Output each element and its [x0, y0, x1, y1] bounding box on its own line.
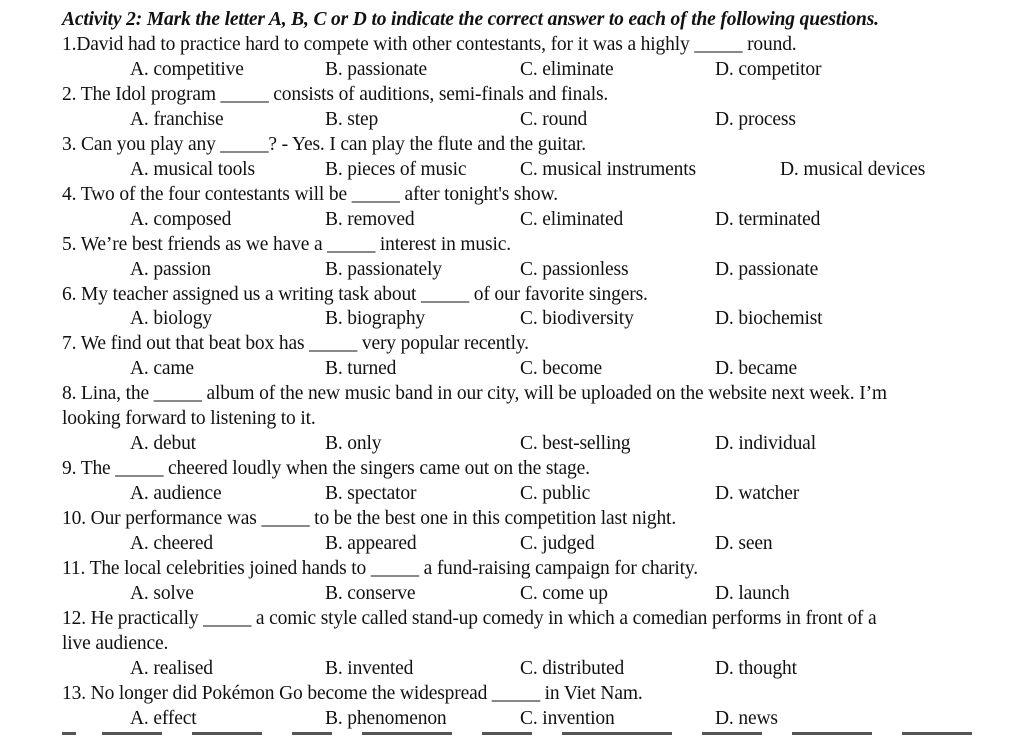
question-8-option-d: D. individual	[715, 433, 816, 455]
question-10-option-c: C. judged	[520, 533, 595, 554]
question-9-option-b: B. spectator	[325, 483, 417, 505]
question-4-option-a: A. composed	[130, 208, 232, 230]
question-5-option-d: D. passionate	[715, 258, 819, 280]
question-2-text: 2. The Idol program _____ consists of auditions, semi-finals and finals.	[62, 83, 609, 105]
question-6-option-d: D. biochemist	[715, 308, 823, 330]
question-13-option-a: A. effect	[130, 707, 197, 729]
question-3-text: 3. Can you play any _____? - Yes. I can play the flute and the guitar.	[62, 133, 587, 155]
question-12-option-d: D. thought	[715, 657, 797, 679]
activity-title: Activity 2: Mark the letter A, B, C or D to indicate the correct answer to each of the following questions.	[62, 9, 879, 30]
question-6-option-a: A. biology	[130, 308, 212, 330]
question-11-option-a: A. solve	[130, 582, 194, 604]
question-2-option-b: B. step	[325, 108, 379, 130]
question-10-option-d: D. seen	[715, 533, 773, 554]
question-12-option-b: B. invented	[325, 657, 414, 679]
question-11-option-b: B. conserve	[325, 582, 416, 604]
question-4-text: 4. Two of the four contestants will be _____ after tonight's show.	[62, 183, 558, 205]
question-12-text-cont: live audience.	[62, 632, 169, 654]
question-12-option-c: C. distributed	[520, 657, 625, 679]
question-2-option-d: D. process	[715, 108, 796, 130]
question-4-option-d: D. terminated	[715, 208, 821, 230]
question-5-option-a: A. passion	[130, 258, 211, 280]
question-6-option-b: B. biography	[325, 308, 426, 330]
question-11-option-d: D. launch	[715, 582, 790, 604]
question-3-option-c: C. musical instruments	[520, 158, 696, 180]
cut-off-next-line	[62, 728, 992, 737]
question-8-text: 8. Lina, the _____ album of the new music band in our city, will be uploaded on the website next week. I’m	[62, 383, 887, 405]
question-9-option-d: D. watcher	[715, 483, 800, 505]
question-13-option-d: D. news	[715, 707, 778, 729]
question-2-option-c: C. round	[520, 108, 588, 130]
question-5-option-c: C. passionless	[520, 258, 629, 280]
question-11-text: 11. The local celebrities joined hands to _____ a fund-raising campaign for charity.	[62, 557, 698, 579]
question-1-option-d: D. competitor	[715, 58, 822, 80]
question-6-text: 6. My teacher assigned us a writing task about _____ of our favorite singers.	[62, 283, 648, 305]
question-7-option-c: C. become	[520, 358, 603, 380]
question-13-option-c: C. invention	[520, 707, 615, 729]
question-7-text: 7. We find out that beat box has _____ very popular recently.	[62, 333, 529, 355]
question-13-text: 13. No longer did Pokémon Go become the widespread _____ in Viet Nam.	[62, 682, 643, 704]
question-12-text: 12. He practically _____ a comic style called stand-up comedy in which a comedian performs in front of a	[62, 607, 877, 629]
question-5-text: 5. We’re best friends as we have a _____ interest in music.	[62, 233, 511, 255]
question-9-text: 9. The _____ cheered loudly when the singers came out on the stage.	[62, 458, 590, 480]
question-9-option-c: C. public	[520, 483, 591, 505]
question-10-option-a: A. cheered	[130, 533, 213, 554]
question-7-option-d: D. became	[715, 358, 798, 380]
question-1-option-c: C. eliminate	[520, 58, 614, 80]
question-3-option-d: D. musical devices	[780, 158, 926, 180]
question-8-option-c: C. best-selling	[520, 433, 631, 455]
question-13-option-b: B. phenomenon	[325, 707, 447, 729]
question-10-option-b: B. appeared	[325, 533, 417, 554]
question-1-option-a: A. competitive	[130, 58, 244, 80]
question-1-text: 1.David had to practice hard to compete with other contestants, for it was a highly _____ round.	[62, 34, 797, 55]
question-6-option-c: C. biodiversity	[520, 308, 634, 330]
question-5-option-b: B. passionately	[325, 258, 442, 280]
question-8-option-a: A. debut	[130, 433, 196, 455]
question-12-option-a: A. realised	[130, 657, 213, 679]
question-2-option-a: A. franchise	[130, 108, 224, 130]
question-11-option-c: C. come up	[520, 582, 608, 604]
question-8-text-cont: looking forward to listening to it.	[62, 408, 316, 430]
question-3-option-b: B. pieces of music	[325, 158, 467, 180]
question-4-option-c: C. eliminated	[520, 208, 624, 230]
question-1-option-b: B. passionate	[325, 58, 428, 80]
question-9-option-a: A. audience	[130, 483, 222, 505]
question-8-option-b: B. only	[325, 433, 382, 455]
question-7-option-a: A. came	[130, 358, 194, 380]
question-3-option-a: A. musical tools	[130, 158, 255, 180]
question-4-option-b: B. removed	[325, 208, 415, 230]
question-10-text: 10. Our performance was _____ to be the best one in this competition last night.	[62, 508, 677, 530]
question-7-option-b: B. turned	[325, 358, 397, 380]
